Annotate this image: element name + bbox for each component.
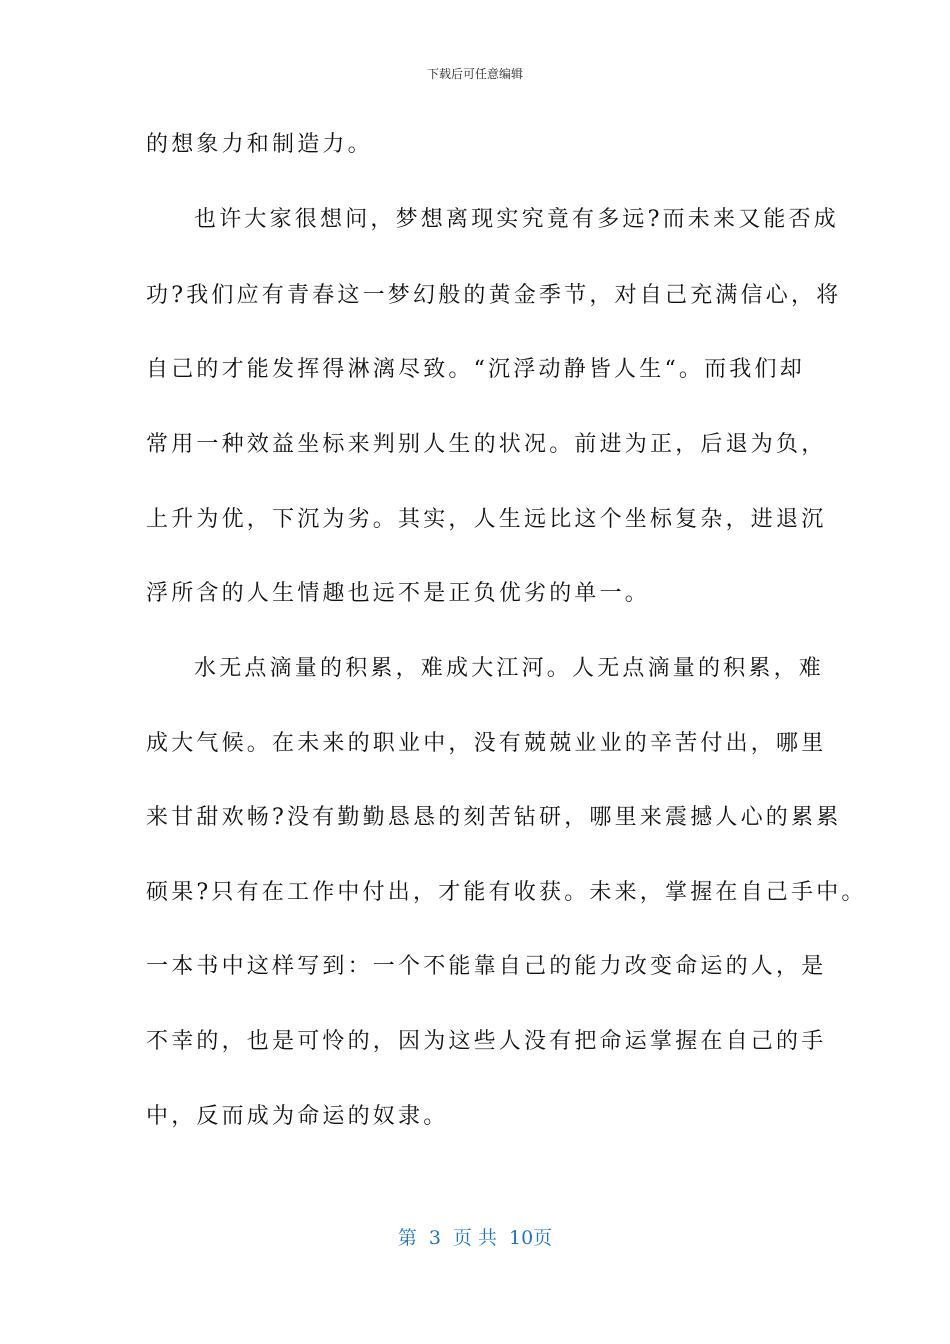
text-line: 浮所含的人生情趣也远不是正负优劣的单一。 <box>146 581 651 606</box>
text-line: 来甘甜欢畅?没有勤勤恳恳的刻苦钻研，哪里来震撼人心的累累 <box>146 805 842 830</box>
text-line: 硕果?只有在工作中付出，才能有收获。未来，掌握在自己手中。 <box>146 880 867 905</box>
footer-total-pages: 10页 <box>508 1227 553 1249</box>
text-line: 功?我们应有青春这一梦幻般的黄金季节，对自己充满信心，将 <box>146 283 842 308</box>
text-line: 也许大家很想问，梦想离现实究竟有多远?而未来又能否成 <box>194 207 839 232</box>
text-line: 的想象力和制造力。 <box>146 132 373 157</box>
text-line: 中，反而成为命运的奴隶。 <box>146 1104 449 1129</box>
header-text: 下载后可任意编辑 <box>426 67 523 81</box>
text-line: 常用一种效益坐标来判别人生的状况。前进为正，后退为负， <box>146 432 827 457</box>
page-footer <box>0 1226 950 1250</box>
text-line: 不幸的，也是可怜的，因为这些人没有把命运掌握在自己的手 <box>146 1029 827 1054</box>
text-line: 一本书中这样写到：一个不能靠自己的能力改变命运的人，是 <box>146 954 827 979</box>
footer-middle: 页 共 <box>452 1227 497 1249</box>
text-line: 成大气候。在未来的职业中，没有兢兢业业的辛苦付出，哪里 <box>146 731 827 756</box>
text-line: 自己的才能发挥得淋漓尽致。“沉浮动静皆人生“。而我们却 <box>146 357 805 382</box>
footer-current-page: 3 <box>428 1227 441 1249</box>
text-line: 上升为优，下沉为劣。其实，人生远比这个坐标复杂，进退沉 <box>146 507 827 532</box>
footer-prefix: 第 <box>397 1227 417 1249</box>
text-line: 水无点滴量的积累，难成大江河。人无点滴量的积累，难 <box>194 656 825 681</box>
